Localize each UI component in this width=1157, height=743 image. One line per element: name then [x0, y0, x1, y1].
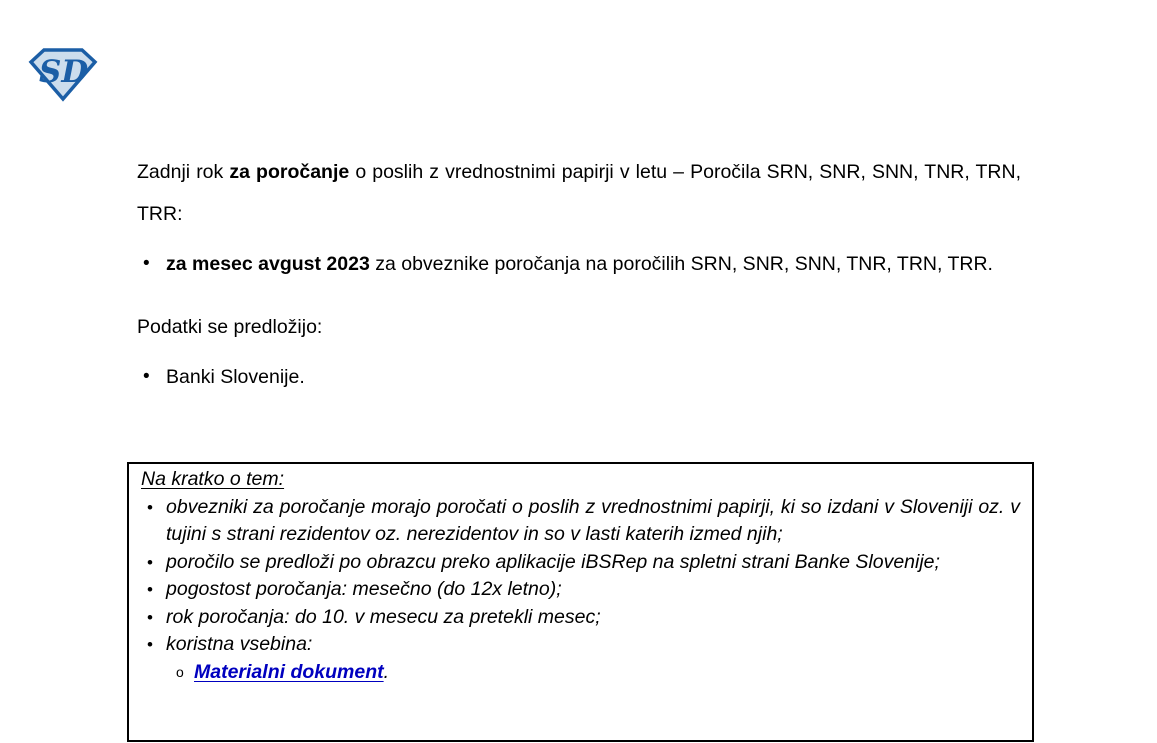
bullet-dot-icon: •	[143, 253, 150, 274]
infobox-item	[141, 604, 1020, 632]
deadline-heading	[137, 151, 1021, 235]
sd-logo-icon	[28, 46, 98, 102]
infobox-item-text: pogostost poročanja: mesečno (do 12x letno);	[166, 578, 562, 600]
bullet-dot-icon: •	[147, 552, 153, 572]
deadline-heading-bold: za poročanje	[229, 161, 350, 183]
submit-to-heading: Podatki se predložijo:	[137, 316, 323, 338]
deadline-bullet-post: za obveznike poročanja na poročilih SRN, SNR, SNN, TNR, TRN, TRR.	[369, 253, 993, 275]
submit-to-bullet-text: Banki Slovenije.	[166, 366, 305, 388]
bullet-dot-icon: •	[147, 635, 153, 654]
bullet-dot-icon: •	[147, 497, 153, 517]
deadline-bullet-bold: za mesec avgust 2023	[166, 253, 370, 275]
material-document-link[interactable]: Materialni dokument	[194, 660, 384, 683]
deadline-bullet-item	[137, 243, 1021, 285]
infobox-item-text: koristna vsebina:	[166, 633, 313, 655]
link-suffix-period: .	[383, 660, 390, 683]
sd-logo	[28, 46, 98, 102]
deadline-bullet-text	[166, 243, 1021, 285]
submit-to-bullet-item	[137, 356, 1021, 398]
bullet-dot-icon: •	[147, 607, 153, 627]
main-text-column	[137, 151, 1021, 398]
infobox-item	[141, 576, 1020, 604]
infobox-item	[141, 549, 1020, 577]
infobox-item-text: obvezniki za poročanje morajo poročati o poslih z vrednostnimi papirji, ki so izdani v Sloveniji oz. v tujini s strani rezidentov oz. nerezidentov in so v lasti katerih izmed njih;	[166, 495, 1020, 545]
deadline-heading-post: o poslih z vrednostnimi papirji v letu – Poročila SRN, SNR, SNN, TNR, TRN, TRR:	[137, 161, 1021, 225]
bullet-dot-icon: •	[147, 580, 153, 599]
infobox-item	[141, 631, 1020, 659]
summary-infobox	[127, 462, 1034, 742]
infobox-title: Na kratko o tem:	[141, 468, 285, 490]
infobox-sub-item	[176, 659, 1020, 687]
infobox-item	[141, 494, 1020, 549]
bullet-dot-icon: •	[143, 366, 150, 387]
bullet-circle-icon: o	[176, 663, 184, 680]
infobox-item-text: rok poročanja: do 10. v mesecu za pretekli mesec;	[166, 605, 601, 628]
infobox-item-text: poročilo se predloži po obrazcu preko aplikacije iBSRep na spletni strani Banke Slovenije;	[166, 550, 940, 573]
sd-logo-letters: SD	[39, 54, 89, 90]
deadline-heading-pre: Zadnji rok	[137, 161, 230, 183]
infobox-sub-item-text	[194, 659, 389, 687]
